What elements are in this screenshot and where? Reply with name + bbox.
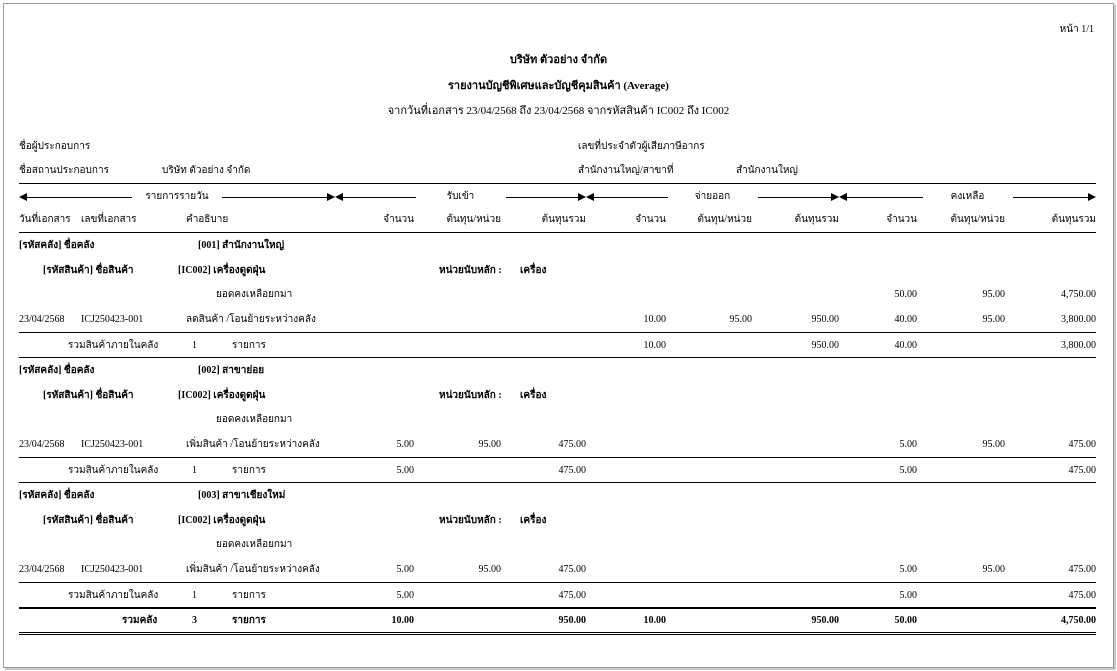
cell-out-qty: 10.00 — [643, 340, 666, 351]
cell-bal-total: 4,750.00 — [1061, 615, 1096, 626]
item-name: [IC002] เครื่องดูดฝุ่น — [178, 265, 266, 276]
cell-bal-qty: 40.00 — [894, 314, 917, 325]
warehouse-header-label: [รหัสคลัง] ชื่อคลัง — [19, 490, 95, 501]
arrow-right-icon — [1088, 193, 1096, 201]
col-out-qty: จำนวน — [635, 214, 666, 225]
section-rule — [19, 332, 1096, 333]
cell-in-total: 475.00 — [558, 465, 586, 476]
main-unit-label: หน่วยนับหลัก : — [439, 390, 502, 401]
cell-in-unit: 95.00 — [478, 564, 501, 575]
group-label-receive: รับเข้า — [416, 191, 506, 203]
cell-out-total: 950.00 — [811, 314, 839, 325]
warehouse-total-items-word: รายการ — [232, 340, 266, 351]
cell-bal-qty: 50.00 — [894, 615, 917, 626]
cell-in-qty: 5.00 — [396, 590, 414, 601]
warehouse-name: [003] สาขาเชียงใหม่ — [198, 490, 286, 501]
cell-bal-qty: 5.00 — [899, 439, 917, 450]
cell-bal-unit: 95.00 — [982, 439, 1005, 450]
section-rule — [19, 482, 1096, 483]
brought-forward-label: ยอดคงเหลือยกมา — [216, 289, 293, 300]
col-doc-date: วันที่เอกสาร — [19, 214, 71, 225]
cell-out-total: 950.00 — [811, 615, 839, 626]
warehouse-header-label: [รหัสคลัง] ชื่อคลัง — [19, 365, 95, 376]
section-rule — [19, 457, 1096, 458]
cell-out-qty: 10.00 — [643, 615, 666, 626]
warehouse-name: [002] สาขาย่อย — [198, 365, 265, 376]
col-in-total-cost: ต้นทุนรวม — [541, 214, 586, 225]
grand-total-items-word: รายการ — [232, 615, 266, 626]
branch-value: สำนักงานใหญ่ — [736, 165, 798, 176]
tx-description: เพิ่มสินค้า /โอนย้ายระหว่างคลัง — [186, 439, 320, 450]
cell-bal-unit: 95.00 — [982, 564, 1005, 575]
arrow-right-icon — [831, 193, 839, 201]
arrow-right-icon — [327, 193, 335, 201]
cell-in-qty: 5.00 — [396, 564, 414, 575]
warehouse-total-count: 1 — [192, 590, 197, 601]
cell-bal-total: 475.00 — [1068, 564, 1096, 575]
col-out-total-cost: ต้นทุนรวม — [794, 214, 839, 225]
col-bal-qty: จำนวน — [886, 214, 917, 225]
cell-out-qty: 10.00 — [643, 314, 666, 325]
warehouse-name: [001] สำนักงานใหญ่ — [198, 240, 285, 251]
grand-total-label: รวมคลัง — [122, 615, 158, 626]
main-unit-label: หน่วยนับหลัก : — [439, 265, 502, 276]
cell-bal-total: 4,750.00 — [1061, 289, 1096, 300]
place-value: บริษัท ตัวอย่าง จำกัด — [162, 165, 251, 176]
cell-in-qty: 10.00 — [391, 615, 414, 626]
arrow-right-icon — [578, 193, 586, 201]
header-rule-top — [19, 183, 1096, 184]
grand-total-count: 3 — [192, 615, 197, 626]
arrow-left-icon — [19, 193, 27, 201]
item-name: [IC002] เครื่องดูดฝุ่น — [178, 515, 266, 526]
cell-in-unit: 95.00 — [478, 439, 501, 450]
tx-date: 23/04/2568 — [19, 439, 65, 450]
warehouse-total-items-word: รายการ — [232, 465, 266, 476]
cell-bal-total: 3,800.00 — [1061, 314, 1096, 325]
section-rule — [19, 357, 1096, 358]
cell-in-total: 475.00 — [558, 564, 586, 575]
report-title: รายงานบัญชีพิเศษและบัญชีคุมสินค้า (Average) — [448, 80, 669, 92]
tx-date: 23/04/2568 — [19, 564, 65, 575]
tax-id-label: เลขที่ประจำตัวผู้เสียภาษีอากร — [578, 141, 705, 152]
brought-forward-label: ยอดคงเหลือยกมา — [216, 414, 293, 425]
tx-doc-no: ICJ250423-001 — [81, 314, 144, 325]
item-name: [IC002] เครื่องดูดฝุ่น — [178, 390, 266, 401]
warehouse-header-label: [รหัสคลัง] ชื่อคลัง — [19, 240, 95, 251]
main-unit-value: เครื่อง — [520, 265, 547, 276]
tx-date: 23/04/2568 — [19, 314, 65, 325]
place-label: ชื่อสถานประกอบการ — [19, 165, 109, 176]
cell-bal-total: 475.00 — [1068, 465, 1096, 476]
arrow-left-icon — [586, 193, 594, 201]
col-out-unit-cost: ต้นทุน/หน่วย — [697, 214, 752, 225]
cell-in-qty: 5.00 — [396, 465, 414, 476]
col-description: คำอธิบาย — [186, 214, 229, 225]
cell-bal-qty: 5.00 — [899, 564, 917, 575]
group-label-issue: จ่ายออก — [668, 191, 758, 203]
tx-description: ลดสินค้า /โอนย้ายระหว่างคลัง — [186, 314, 316, 325]
tx-description: เพิ่มสินค้า /โอนย้ายระหว่างคลัง — [186, 564, 320, 575]
cell-bal-total: 3,800.00 — [1061, 340, 1096, 351]
cell-in-total: 475.00 — [558, 590, 586, 601]
arrow-left-icon — [839, 193, 847, 201]
branch-label: สำนักงานใหญ่/สาขาที่ — [578, 165, 674, 176]
col-doc-no: เลขที่เอกสาร — [81, 214, 137, 225]
cell-bal-qty: 50.00 — [894, 289, 917, 300]
operator-label: ชื่อผู้ประกอบการ — [19, 141, 91, 152]
warehouse-total-items-word: รายการ — [232, 590, 266, 601]
tx-doc-no: ICJ250423-001 — [81, 564, 144, 575]
warehouse-total-count: 1 — [192, 465, 197, 476]
cell-bal-unit: 95.00 — [982, 314, 1005, 325]
grand-total-rule-bottom — [19, 632, 1096, 635]
report-range: จากวันที่เอกสาร 23/04/2568 ถึง 23/04/2568 จากรหัสสินค้า IC002 ถึง IC002 — [387, 105, 730, 117]
cell-bal-unit: 95.00 — [982, 289, 1005, 300]
cell-bal-qty: 5.00 — [899, 590, 917, 601]
col-in-unit-cost: ต้นทุน/หน่วย — [446, 214, 501, 225]
tx-doc-no: ICJ250423-001 — [81, 439, 144, 450]
company-title: บริษัท ตัวอย่าง จำกัด — [509, 54, 608, 66]
item-header-label: [รหัสสินค้า] ชื่อสินค้า — [43, 390, 134, 401]
cell-out-unit: 95.00 — [729, 314, 752, 325]
main-unit-value: เครื่อง — [520, 390, 547, 401]
cell-bal-total: 475.00 — [1068, 439, 1096, 450]
item-header-label: [รหัสสินค้า] ชื่อสินค้า — [43, 515, 134, 526]
grand-total-rule-top — [19, 608, 1096, 609]
header-rule-bottom — [19, 232, 1096, 233]
arrow-left-icon — [335, 193, 343, 201]
col-in-qty: จำนวน — [383, 214, 414, 225]
warehouse-total-count: 1 — [192, 340, 197, 351]
cell-bal-total: 475.00 — [1068, 590, 1096, 601]
cell-bal-qty: 40.00 — [894, 340, 917, 351]
main-unit-value: เครื่อง — [520, 515, 547, 526]
group-label-daily: รายการรายวัน — [132, 191, 222, 203]
cell-in-total: 950.00 — [558, 615, 586, 626]
cell-out-total: 950.00 — [811, 340, 839, 351]
item-header-label: [รหัสสินค้า] ชื่อสินค้า — [43, 265, 134, 276]
main-unit-label: หน่วยนับหลัก : — [439, 515, 502, 526]
cell-in-total: 475.00 — [558, 439, 586, 450]
warehouse-total-label: รวมสินค้าภายในคลัง — [68, 340, 159, 351]
warehouse-total-label: รวมสินค้าภายในคลัง — [68, 590, 159, 601]
section-rule — [19, 582, 1096, 583]
brought-forward-label: ยอดคงเหลือยกมา — [216, 539, 293, 550]
col-bal-total-cost: ต้นทุนรวม — [1051, 214, 1096, 225]
page-number: หน้า 1/1 — [1059, 24, 1094, 35]
warehouse-total-label: รวมสินค้าภายในคลัง — [68, 465, 159, 476]
group-label-balance: คงเหลือ — [923, 191, 1013, 203]
cell-bal-qty: 5.00 — [899, 465, 917, 476]
col-bal-unit-cost: ต้นทุน/หน่วย — [950, 214, 1005, 225]
cell-in-qty: 5.00 — [396, 439, 414, 450]
